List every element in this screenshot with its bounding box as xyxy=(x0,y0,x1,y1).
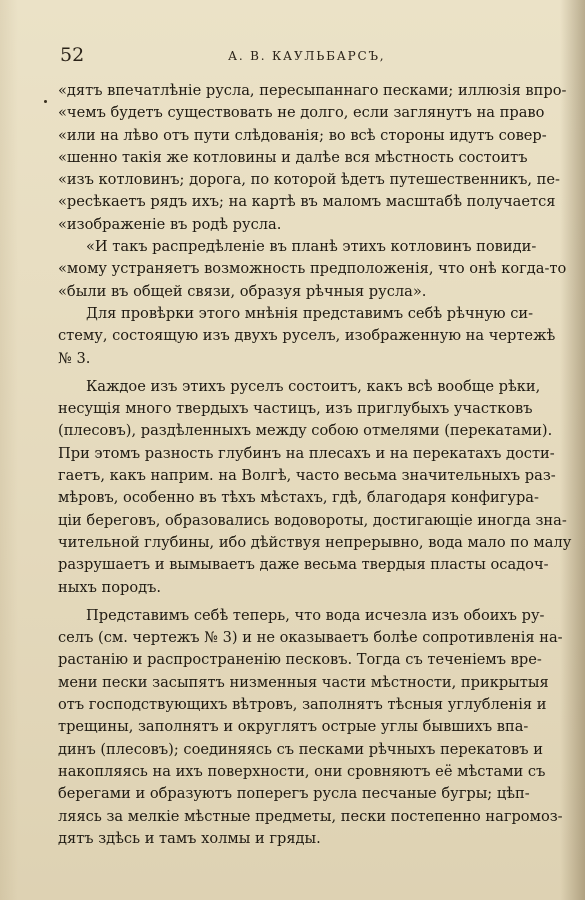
text-line: «И такъ распредѣленіе въ планѣ этихъ котловинъ повиди- xyxy=(86,238,537,256)
text-line: «изъ котловинъ; дорога, по которой ѣдетъ путешественникъ, пе- xyxy=(58,171,560,189)
text-line: растанію и распространенію песковъ. Тогда съ теченіемъ вре- xyxy=(58,651,542,669)
text-line: «или на лѣво отъ пути слѣдованія; во всѣ стороны идутъ совер- xyxy=(58,126,547,144)
text-line: «мому устраняетъ возможность предположенія, что онѣ когда-то xyxy=(58,260,567,278)
text-line: трещины, заполнятъ и округлятъ острые углы бывшихъ впа- xyxy=(58,718,529,736)
text-line: «шенно такія же котловины и далѣе вся мѣстность состоитъ xyxy=(58,148,528,166)
paragraph-quote-continuation xyxy=(58,80,567,236)
text-line: накопляясь на ихъ поверхности, они сровняютъ её мѣстами съ xyxy=(58,762,546,780)
paragraph-riverbeds xyxy=(58,376,572,599)
text-line: мени пески засыпятъ низменныя части мѣстности, прикрытыя xyxy=(58,673,549,691)
text-line: селъ (см. чертежъ № 3) и не оказываетъ болѣе сопротивленія на- xyxy=(58,629,563,647)
text-line: разрушаетъ и вымываетъ даже весьма твердыя пласты осадоч- xyxy=(58,556,549,574)
text-line: «ресѣкаетъ рядъ ихъ; на картѣ въ маломъ масштабѣ получается xyxy=(58,193,556,211)
text-line: дятъ здѣсь и тамъ холмы и гряды. xyxy=(58,829,321,847)
text-line: «чемъ будетъ существовать не долго, если заглянутъ на право xyxy=(58,104,545,122)
page-header xyxy=(60,44,530,68)
text-line: «были въ общей связи, образуя рѣчныя русла». xyxy=(58,282,427,300)
margin-mark xyxy=(44,100,47,103)
text-line: берегами и образуютъ поперегъ русла песчаные бугры; цѣп- xyxy=(58,785,530,803)
text-line: отъ господствующихъ вѣтровъ, заполнятъ тѣсныя углубленія и xyxy=(58,696,547,714)
text-line: ныхъ породъ. xyxy=(58,578,162,596)
text-line: чительной глубины, ибо дѣйствуя непрерывно, вода мало по малу xyxy=(58,533,572,551)
text-line: Каждое изъ этихъ руселъ состоитъ, какъ всѣ вообще рѣки, xyxy=(86,377,541,395)
text-line: Представимъ себѣ теперь, что вода исчезла изъ обоихъ ру- xyxy=(86,606,545,624)
text-line: ціи береговъ, образовались водовороты, достигающіе иногда зна- xyxy=(58,511,567,529)
text-line: (плесовъ), раздѣленныхъ между собою отмелями (перекатами). xyxy=(58,422,553,440)
text-line: «дятъ впечатлѣніе русла, пересыпаннаго песками; иллюзія впро- xyxy=(58,82,567,99)
text-line: несущія много твердыхъ частицъ, изъ приглубыхъ участковъ xyxy=(58,400,533,418)
body-text xyxy=(58,80,572,850)
text-line: динъ (плесовъ); соединяясь съ песками рѣчныхъ перекатовъ и xyxy=(58,740,543,758)
page-number: 52 xyxy=(60,44,85,66)
paragraph-river-system xyxy=(58,303,556,370)
text-line: стему, состоящую изъ двухъ руселъ, изображенную на чертежѣ xyxy=(58,327,556,345)
text-line: № 3. xyxy=(58,349,91,367)
paragraph-quote-conclusion xyxy=(58,236,567,303)
running-title: А. В. КАУЛЬБАРСЪ, xyxy=(228,49,386,63)
text-line: «изображеніе въ родѣ русла. xyxy=(58,215,282,233)
paragraph-sand-accumulation xyxy=(58,605,563,850)
text-line: При этомъ разность глубинъ на плесахъ и на перекатахъ дости- xyxy=(58,444,555,462)
text-line: Для провѣрки этого мнѣнія представимъ себѣ рѣчную си- xyxy=(86,304,534,322)
text-line: гаетъ, какъ наприм. на Волгѣ, часто весьма значительныхъ раз- xyxy=(58,467,556,485)
text-line: мѣровъ, особенно въ тѣхъ мѣстахъ, гдѣ, благодаря конфигура- xyxy=(58,489,539,507)
text-line: ляясь за мелкіе мѣстные предметы, пески постепенно нагромоз- xyxy=(58,807,563,825)
